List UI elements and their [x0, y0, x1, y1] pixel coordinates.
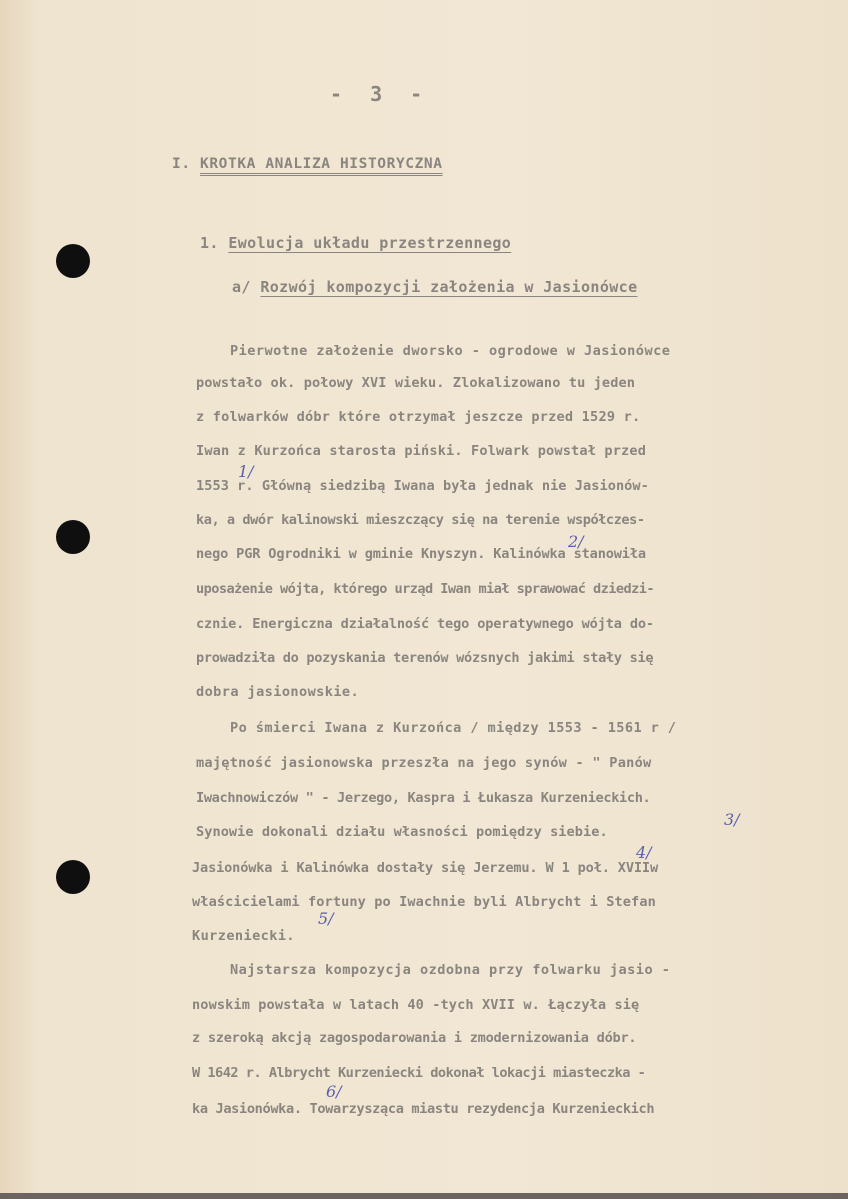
binder-hole — [56, 860, 90, 894]
body-line: Najstarsza kompozycja ozdobna przy folwarku jasio - — [230, 962, 671, 978]
body-line: Po śmierci Iwana z Kurzońca / między 1553 - 1561 r / — [230, 720, 677, 736]
body-line: nego PGR Ogrodniki w gminie Knyszyn. Kalinówka stanowiła — [196, 546, 646, 562]
body-line: Iwachnowiczów " - Jerzego, Kaspra i Łukasza Kurzenieckich. — [196, 790, 651, 806]
body-line: cznie. Energiczna działalność tego operatywnego wójta do- — [196, 616, 654, 632]
subsubsection-title: Rozwój kompozycji założenia w Jasionówce — [260, 278, 638, 296]
body-line: nowskim powstała w latach 40 -tych XVII w. Łączyła się — [192, 997, 640, 1013]
subsection-title: Ewolucja układu przestrzennego — [228, 234, 512, 252]
footnote-mark: 6/ — [326, 1082, 342, 1101]
subsection-heading — [200, 234, 511, 252]
body-line: prowadziła do pozyskania terenów wózsnych jakimi stały się — [196, 650, 654, 666]
body-line: ka Jasionówka. Towarzysząca miastu rezydencja Kurzenieckich — [192, 1101, 655, 1117]
section-title: KROTKA ANALIZA HISTORYCZNA — [200, 156, 443, 172]
section-number: I. — [172, 156, 191, 172]
body-line: Pierwotne założenie dworsko - ogrodowe w Jasionówce — [230, 343, 671, 359]
footnote-mark: 4/ — [636, 843, 652, 862]
subsubsection-prefix: a/ — [232, 278, 251, 296]
body-line: 1553 r. Główną siedzibą Iwana była jednak nie Jasionów- — [196, 478, 649, 494]
binder-hole — [56, 520, 90, 554]
subsection-number: 1. — [200, 234, 219, 252]
body-line: W 1642 r. Albrycht Kurzeniecki dokonał lokacji miasteczka - — [192, 1065, 646, 1081]
body-line: uposażenie wójta, którego urząd Iwan miał sprawować dziedzi- — [196, 581, 655, 597]
body-line: właścicielami fortuny po Iwachnie byli Albrycht i Stefan — [192, 894, 656, 910]
binder-hole — [56, 244, 90, 278]
footnote-mark: 2/ — [568, 532, 584, 551]
page-number: - 3 - — [330, 82, 431, 106]
body-line: z folwarków dóbr które otrzymał jeszcze przed 1529 r. — [196, 409, 641, 425]
body-line: Jasionówka i Kalinówka dostały się Jerzemu. W 1 poł. XVIIw — [192, 860, 658, 876]
body-line: dobra jasionowskie. — [196, 684, 360, 700]
footnote-mark: 3/ — [724, 810, 740, 829]
page-bottom-edge — [0, 1193, 848, 1199]
body-line: ka, a dwór kalinowski mieszczący się na terenie współczes- — [196, 512, 645, 528]
footnote-mark: 1/ — [238, 462, 254, 481]
body-line: z szeroką akcją zagospodarowania i zmodernizowania dóbr. — [192, 1030, 637, 1046]
body-line: Iwan z Kurzońca starosta piński. Folwark powstał przed — [196, 443, 647, 459]
body-line: Kurzeniecki. — [192, 928, 296, 944]
section-heading — [172, 156, 443, 172]
subsubsection-heading — [232, 278, 638, 296]
body-line: majętność jasionowska przeszła na jego synów - " Panów — [196, 755, 652, 771]
footnote-mark: 5/ — [318, 909, 334, 928]
body-line: Synowie dokonali działu własności pomiędzy siebie. — [196, 824, 608, 840]
body-line: powstało ok. połowy XVI wieku. Zlokalizowano tu jeden — [196, 375, 636, 391]
